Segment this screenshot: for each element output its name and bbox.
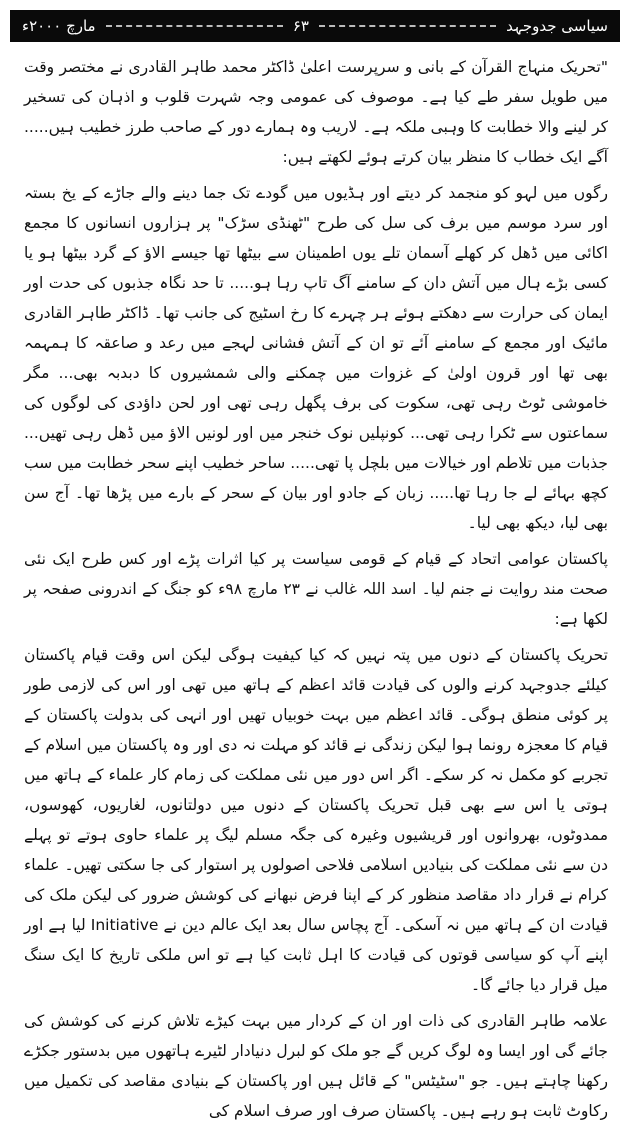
header-divider-left	[106, 25, 283, 27]
header-date: مارچ ۲۰۰۰ء	[22, 17, 96, 35]
paragraph-quote-intro: "تحریک منہاج القرآن کے بانی و سرپرست اعلیٰ ڈاکٹر محمد طاہر القادری نے مختصر وقت میں طویل سفر طے کیا ہے۔ موصوف کی عمومی وجہ شہرت قلوب و اذہان کی تسخیر کر لینے والا خطابت کا وہبی ملکہ ہے۔ لاریب وہ ہمارے دور کے صاحب طرز خطیب ہیں..... آگے ایک خطاب کا منظر بیان کرتے ہوئے لکھتے ہیں:	[24, 58, 608, 166]
header-divider-right	[319, 25, 496, 27]
page-number: ۶۳	[292, 17, 309, 35]
paragraph-alliance-intro: پاکستان عوامی اتحاد کے قیام کے قومی سیاست پر کیا اثرات پڑے اور کس طرح ایک نئی صحت مند روایت نے جنم لیا۔ اسد اللہ غالب نے ۲۳ مارچ ۹۸ء کو جنگ کے اندرونی صفحہ پر لکھا ہے:	[24, 550, 608, 628]
header-title: سیاسی جدوجہد	[506, 17, 609, 35]
paragraph-speech-scene: رگوں میں لہو کو منجمد کر دیتے اور ہڈیوں میں گودے تک جما دینے والے جاڑے کے یخ بستہ اور سرد موسم میں برف کی سل کی طرح "ٹھنڈی سڑک" پر ہزاروں انسانوں کا مجمع اکائی میں ڈھل کر کھلے آسمان تلے یوں اطمینان سے بیٹھا تھا جیسے الاؤ کے گرد بیٹھا ہو یا کسی بڑے ہال میں آتش دان کے سامنے آگ تاپ رہا ہو..... تا حد نگاہ جذبوں کی حدت اور ایمان کی حرارت سے دھکتے ہوئے ہر چہرے کا رخ اسٹیج کی جانب تھا۔ ڈاکٹر طاہر القادری مائیک اور مجمع کے سامنے آئے تو ان کے آتش فشانی لہجے میں رعد و صاعقہ کا ہمہمہ بھی تھا اور قرون اولیٰ کے غزوات میں چمکنے والی شمشیروں کا دبدبہ بھی... مگر خاموشی ٹوٹ رہی تھی، سکوت کی برف پگھل رہی تھی اور لحن داؤدی کی لوگوں کی سماعتوں سے ٹکرا رہی تھی... کونپلیں نوک خنجر میں اور لونیں الاؤ میں ڈھل رہی تھیں... جذبات میں تلاطم اور خیالات میں بلچل پا تھی..... ساحر خطیب اپنے سحر خطابت میں سب کچھ بہائے لے جا رہا تھا..... زبان کے جادو اور بیان کے سحر کے بارے میں پڑھا تھا۔ آج سن بھی لیا، دیکھ بھی لیا۔	[24, 184, 608, 532]
paragraph-pakistan-movement: تحریک پاکستان کے دنوں میں پتہ نہیں کہ کیا کیفیت ہوگی لیکن اس وقت قیام پاکستان کیلئے جدوجہد کرنے والوں کی قیادت قائد اعظم کے ہاتھ میں تھی اور اس کی لازمی طور پر کوئی منطق ہوگی۔ قائد اعظم میں بہت خوبیاں تھیں اور انہی کی بدولت پاکستان کے قیام کا معجزہ رونما ہوا لیکن زندگی نے قائد کو مہلت نہ دی اور وہ پاکستان میں اسلام کے تجربے کو مکمل نہ کر سکے۔ اگر اس دور میں نئی مملکت کی زمام کار علماء کے ہاتھ میں ہوتی یا اس سے بھی قبل تحریک پاکستان کے دنوں میں دولتانوں، لغاریوں، کھوسوں، ممدوٹوں، بھروانوں اور قریشیوں وغیرہ کی جگہ مسلم لیگ پر علماء حاوی ہوتے تو پہلے دن سے نئی مملکت کی بنیادیں اسلامی فلاحی اصولوں پر استوار کی جا سکتی تھیں۔ علماء کرام نے قرار داد مقاصد منظور کر کے اپنا فرض نبھانے کی کوشش ضرور کی لیکن ملک کی قیادت ان کے ہاتھ میں نہ آسکی۔ آج پچاس سال بعد ایک عالم دین نے Initiative لیا ہے اور اپنے آپ کو سیاسی قوتوں کی قیادت کا اہل ثابت کیا ہے تو اس ملکی تاریخ کا ایک سنگ میل قرار دیا جائے گا۔	[24, 646, 608, 994]
page-header	[10, 10, 620, 42]
article-body	[24, 52, 608, 1132]
paragraph-allama-character: علامہ طاہر القادری کی ذات اور ان کے کردار میں بہت کیڑے تلاش کرنے کی کوشش کی جائے گی اور ایسا وہ لوگ کریں گے جو ملک کو لبرل دنیادار لٹیرے ہاتھوں میں بدستور جکڑے رکھنا چاہتے ہیں۔ جو "سٹیٹس" کے قائل ہیں اور پاکستان کے بنیادی مقاصد کی تکمیل میں رکاوٹ ثابت ہو رہے ہیں۔ پاکستان صرف اور صرف اسلام کی	[24, 1012, 608, 1120]
